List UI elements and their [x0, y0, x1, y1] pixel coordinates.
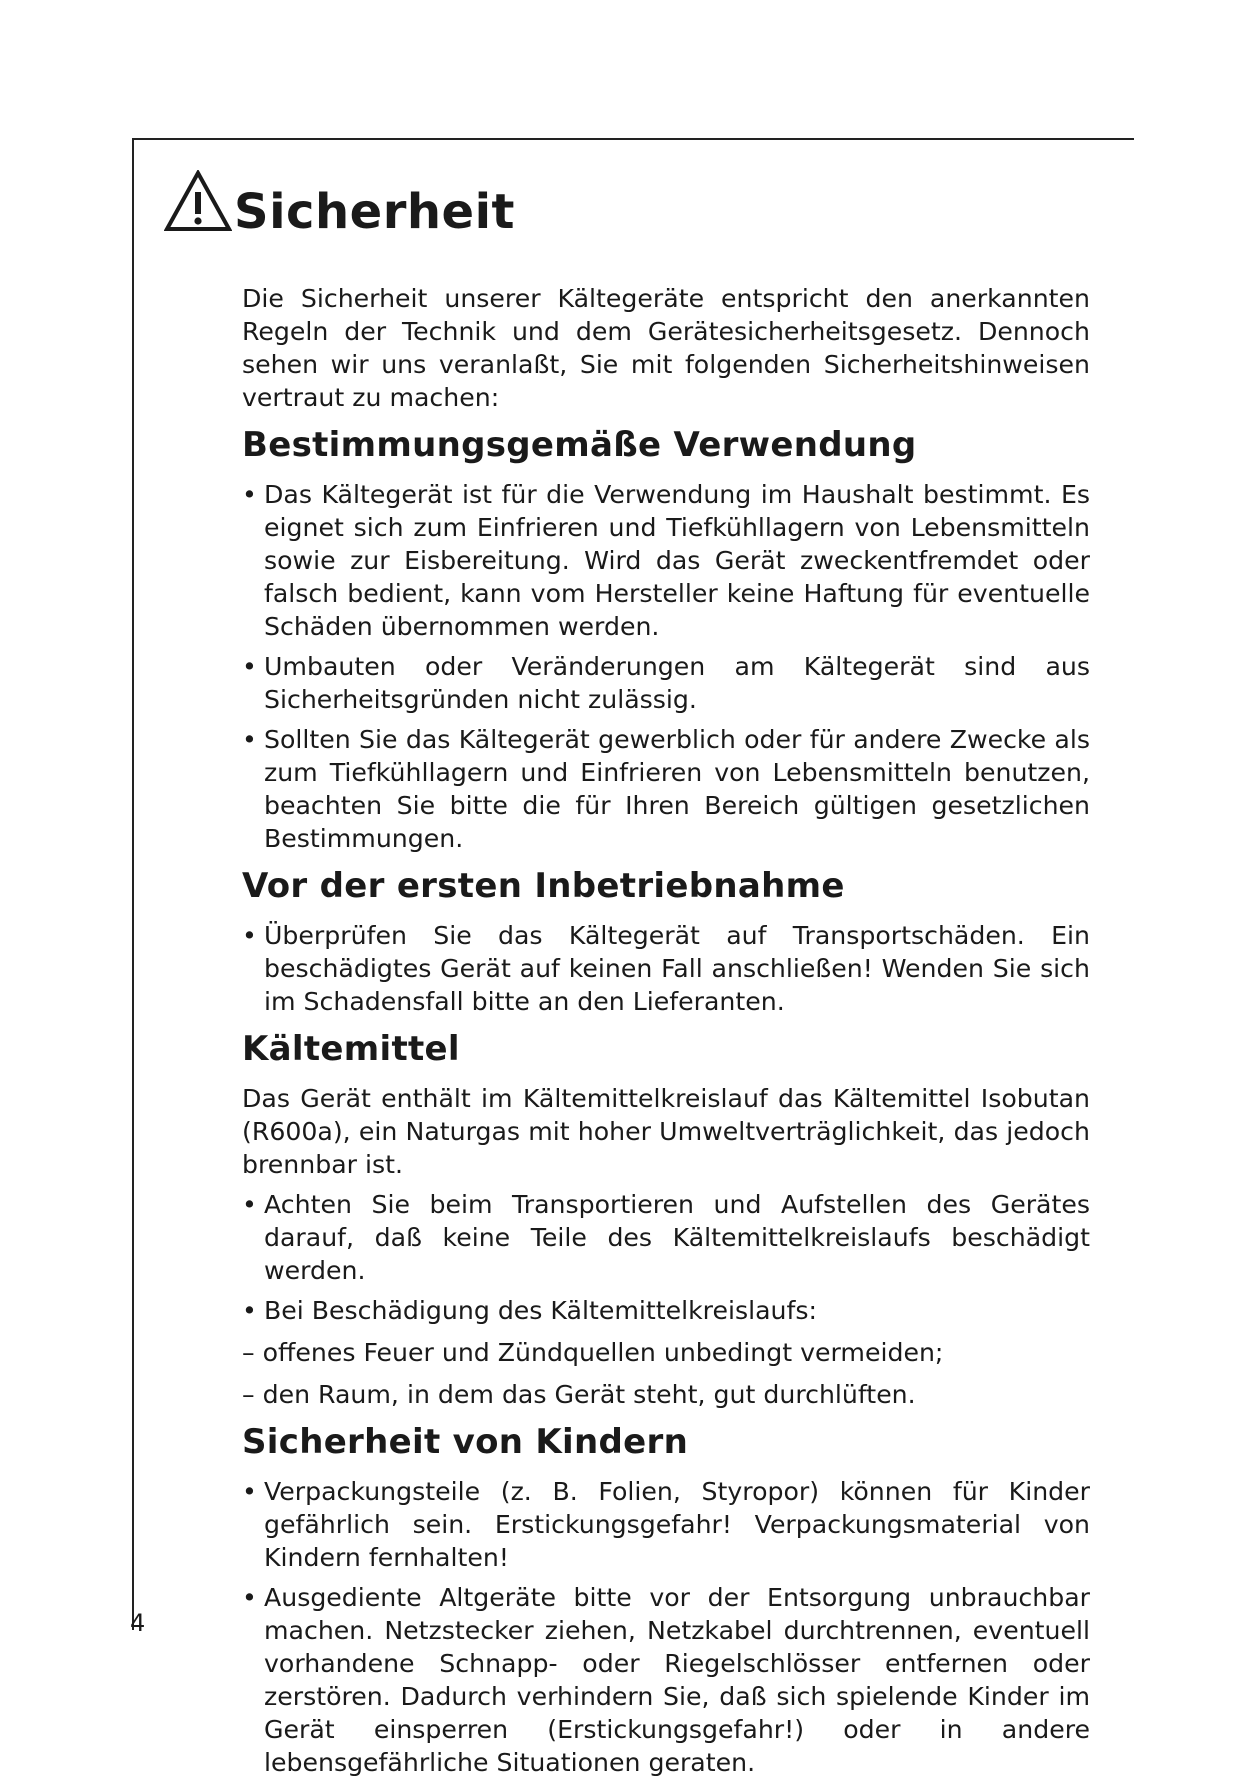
dash-item: – offenes Feuer und Zündquellen unbedingt vermeiden;: [242, 1338, 944, 1367]
list-item: • Das Kältegerät ist für die Verwendung im Haushalt bestimmt. Es eignet sich zum Einfrieren und Tiefkühllagern von Lebensmitteln sowie zur Eisbereitung. Wird das Gerät zweckentfremdet oder falsch bedient, kann vom Hersteller keine Haftung für eventuelle Schäden übernommen werden.: [242, 478, 1090, 643]
section-intended-use: [242, 425, 1090, 855]
warning-triangle-icon: [164, 170, 232, 232]
section-heading: Bestimmungsgemäße Verwendung: [242, 425, 917, 465]
page-number: 4: [130, 1609, 146, 1637]
list-item: • Sollten Sie das Kältegerät gewerblich oder für andere Zwecke als zum Tiefkühllagern und Einfrieren von Lebensmitteln benutzen, beachten Sie bitte die für Ihren Bereich gültigen gesetzlichen Bestimmungen.: [242, 723, 1090, 855]
list-item: • Umbauten oder Veränderungen am Kältegerät sind aus Sicherheitsgründen nicht zulässig.: [242, 650, 1090, 716]
section-heading: Vor der ersten Inbetriebnahme: [242, 866, 845, 906]
list-item: • Achten Sie beim Transportieren und Aufstellen des Gerätes darauf, daß keine Teile des Kältemittelkreislaufs beschädigt werden.: [242, 1188, 1090, 1287]
page-header: [164, 170, 515, 240]
section-heading: Sicherheit von Kindern: [242, 1422, 689, 1462]
left-rule: [132, 138, 134, 1630]
list-item: • Überprüfen Sie das Kältegerät auf Transportschäden. Ein beschädigtes Gerät auf keinen Fall anschließen! Wenden Sie sich im Schadensfall bitte an den Lieferanten.: [242, 919, 1090, 1018]
section-child-safety: [242, 1422, 1090, 1779]
section-heading: Kältemittel: [242, 1029, 460, 1069]
list-item: • Ausgediente Altgeräte bitte vor der Entsorgung unbrauchbar machen. Netzstecker ziehen, Netzkabel durchtrennen, eventuell vorhandene Schnapp- oder Riegelschlösser entfernen oder zerstören. Dadurch verhindern Sie, daß sich spielende Kinder im Gerät einsperren (Erstickungsgefahr!) oder in andere lebensgefährliche Situationen geraten.: [242, 1581, 1090, 1779]
list-item: • Bei Beschädigung des Kältemittelkreislaufs:: [242, 1294, 1090, 1327]
dash-item: – den Raum, in dem das Gerät steht, gut durchlüften.: [242, 1380, 916, 1409]
section-refrigerant: [242, 1029, 1090, 1411]
section-before-first-use: [242, 866, 1090, 1018]
document-body: [242, 282, 1090, 1779]
page-title: Sicherheit: [234, 184, 515, 240]
list-item: • Verpackungsteile (z. B. Folien, Styropor) können für Kinder gefährlich sein. Erstickungsgefahr! Verpackungsmaterial von Kindern fernhalten!: [242, 1475, 1090, 1574]
intro-paragraph: Die Sicherheit unserer Kältegeräte entspricht den anerkannten Regeln der Technik und dem Gerätesicherheitsgesetz. Dennoch sehen wir uns veranlaßt, Sie mit folgenden Sicherheitshinweisen vertraut zu machen:: [242, 284, 1090, 412]
refrigerant-paragraph: Das Gerät enthält im Kältemittelkreislauf das Kältemittel Isobutan (R600a), ein Naturgas mit hoher Umweltverträglichkeit, das jedoch brennbar ist.: [242, 1084, 1090, 1179]
top-rule: [132, 138, 1134, 140]
